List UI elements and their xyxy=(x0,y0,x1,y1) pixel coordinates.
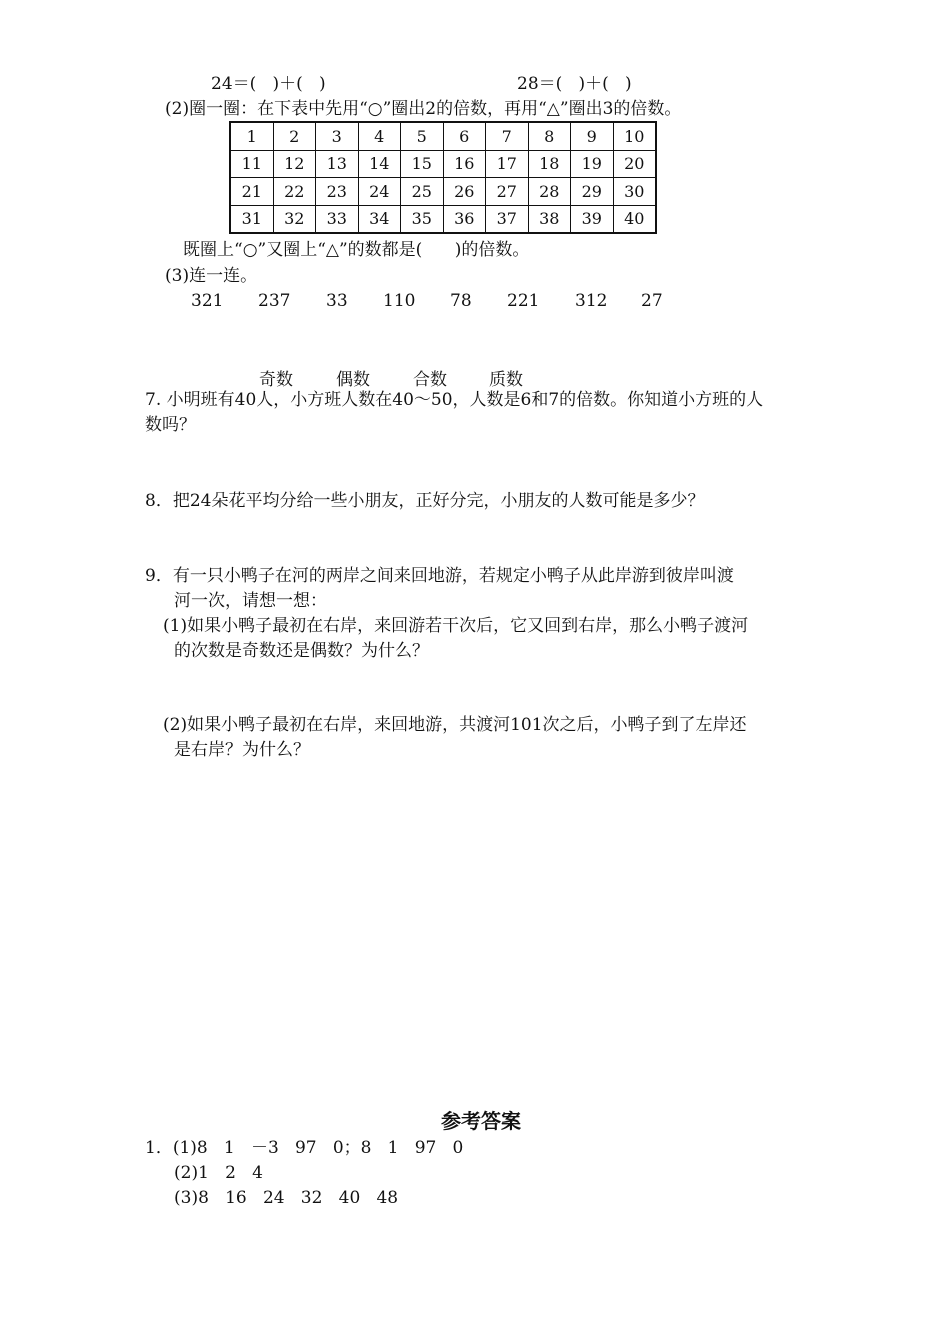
q9-part2-line2: 是右岸？为什么？ xyxy=(174,740,310,760)
table-cell: 11 xyxy=(230,150,273,178)
table-cell: 37 xyxy=(486,205,529,233)
table-cell: 35 xyxy=(401,205,444,233)
number-item: 221 xyxy=(507,291,540,311)
number-item: 33 xyxy=(326,291,348,311)
table-cell: 4 xyxy=(358,122,401,150)
table-cell: 3 xyxy=(316,122,359,150)
table-cell: 38 xyxy=(528,205,571,233)
table-cell: 26 xyxy=(443,178,486,206)
number-table xyxy=(229,121,657,234)
answer-line-2: (2)1 2 4 xyxy=(174,1163,263,1183)
number-item: 321 xyxy=(191,291,224,311)
answer-line-3: (3)8 16 24 32 40 48 xyxy=(174,1188,399,1208)
q9-line2: 河一次，请想一想： xyxy=(174,591,327,611)
table-cell: 12 xyxy=(273,150,316,178)
q7-line1: 7. 小明班有40人，小方班人数在40～50，人数是6和7的倍数。你知道小方班的人 xyxy=(145,390,764,410)
answers-title: 参考答案 xyxy=(441,1109,521,1133)
table-cell: 27 xyxy=(486,178,529,206)
table-cell: 24 xyxy=(358,178,401,206)
table-cell: 13 xyxy=(316,150,359,178)
table-cell: 29 xyxy=(571,178,614,206)
equation-28: 28＝( )＋( ) xyxy=(517,74,632,94)
table-cell: 14 xyxy=(358,150,401,178)
table-row xyxy=(230,150,656,178)
table-cell: 23 xyxy=(316,178,359,206)
table-cell: 31 xyxy=(230,205,273,233)
q6-part2-instruction: (2)圈一圈：在下表中先用“○”圈出2的倍数，再用“△”圈出3的倍数。 xyxy=(165,99,682,119)
q9-line1: 9．有一只小鸭子在河的两岸之间来回地游，若规定小鸭子从此岸游到彼岸叫渡 xyxy=(145,566,734,586)
table-cell: 20 xyxy=(613,150,656,178)
table-cell: 8 xyxy=(528,122,571,150)
table-cell: 28 xyxy=(528,178,571,206)
table-cell: 39 xyxy=(571,205,614,233)
table-cell: 16 xyxy=(443,150,486,178)
table-cell: 22 xyxy=(273,178,316,206)
q6-part2-question: 既圈上“○”又圈上“△”的数都是( )的倍数。 xyxy=(183,240,530,260)
table-cell: 19 xyxy=(571,150,614,178)
table-cell: 15 xyxy=(401,150,444,178)
table-row xyxy=(230,122,656,150)
table-cell: 6 xyxy=(443,122,486,150)
table-cell: 34 xyxy=(358,205,401,233)
number-item: 27 xyxy=(641,291,663,311)
table-row xyxy=(230,205,656,233)
table-row xyxy=(230,178,656,206)
table-cell: 30 xyxy=(613,178,656,206)
q9-part1-line1: (1)如果小鸭子最初在右岸，来回游若干次后，它又回到右岸，那么小鸭子渡河 xyxy=(163,616,749,636)
equation-24: 24＝( )＋( ) xyxy=(211,74,326,94)
number-item: 312 xyxy=(575,291,608,311)
table-cell: 36 xyxy=(443,205,486,233)
number-item: 237 xyxy=(258,291,291,311)
q9-part1-line2: 的次数是奇数还是偶数？为什么？ xyxy=(174,641,429,661)
table-cell: 32 xyxy=(273,205,316,233)
q7-line2: 数吗？ xyxy=(145,415,196,435)
number-item: 110 xyxy=(383,291,416,311)
category-item: 合数 xyxy=(413,370,447,390)
category-item: 偶数 xyxy=(336,370,370,390)
number-item: 78 xyxy=(450,291,472,311)
answer-line-1: 1．(1)8 1 －3 97 0；8 1 97 0 xyxy=(145,1138,464,1158)
table-cell: 18 xyxy=(528,150,571,178)
category-item: 质数 xyxy=(489,370,523,390)
table-cell: 40 xyxy=(613,205,656,233)
table-cell: 5 xyxy=(401,122,444,150)
table-cell: 25 xyxy=(401,178,444,206)
table-cell: 9 xyxy=(571,122,614,150)
table-cell: 10 xyxy=(613,122,656,150)
q8-text: 8．把24朵花平均分给一些小朋友，正好分完，小朋友的人数可能是多少？ xyxy=(145,491,705,511)
table-cell: 2 xyxy=(273,122,316,150)
q6-part3-instruction: (3)连一连。 xyxy=(165,266,258,286)
table-cell: 1 xyxy=(230,122,273,150)
table-cell: 17 xyxy=(486,150,529,178)
table-cell: 21 xyxy=(230,178,273,206)
table-cell: 7 xyxy=(486,122,529,150)
q9-part2-line1: (2)如果小鸭子最初在右岸，来回地游，共渡河101次之后，小鸭子到了左岸还 xyxy=(163,715,747,735)
category-item: 奇数 xyxy=(259,370,293,390)
table-cell: 33 xyxy=(316,205,359,233)
